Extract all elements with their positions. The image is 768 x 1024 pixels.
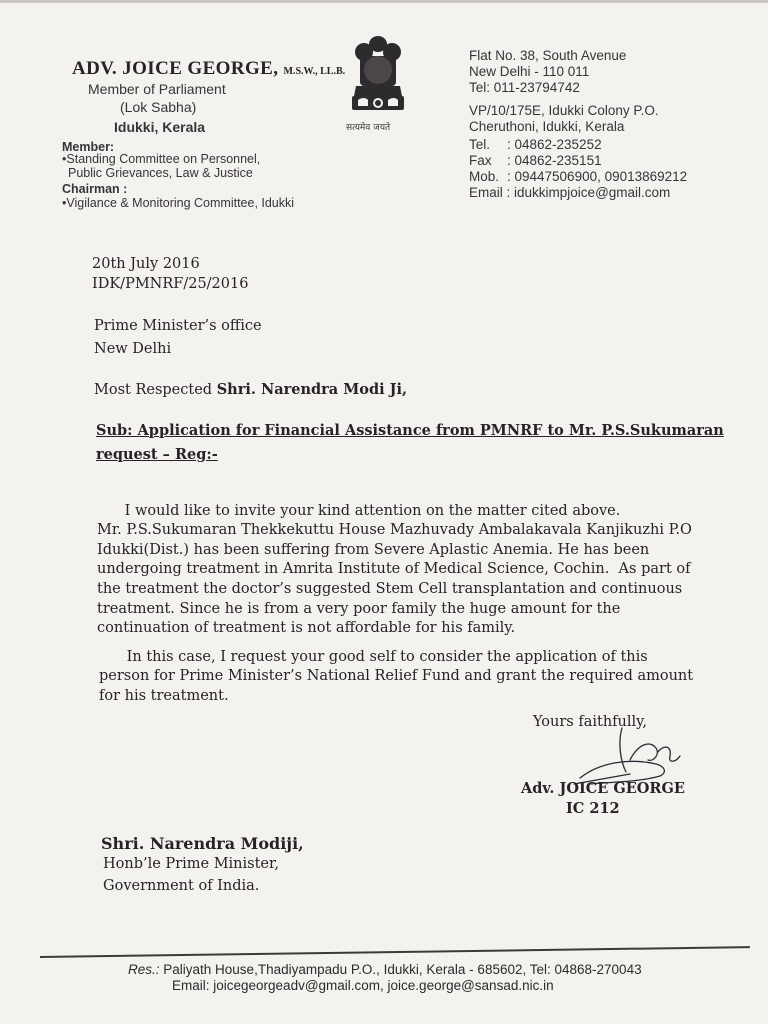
recipient-line-2: New Delhi [94,341,172,357]
letterhead-house: (Lok Sabha) [120,99,197,115]
salutation-name: Shri. Narendra Modi Ji, [216,381,408,398]
salutation [94,381,407,398]
letterhead-name-text: ADV. JOICE GEORGE, [72,58,279,79]
paragraph-line: for his treatment. [99,687,229,704]
signatory-name: Adv. JOICE GEORGE [521,780,685,797]
fax-label: Fax [469,153,492,168]
footer-email: Email: joicegeorgeadv@gmail.com, joice.george@sansad.nic.in [172,978,554,993]
salutation-prefix: Most Respected [94,382,217,398]
paragraph-line: undergoing treatment in Amrita Institute of Medical Science, Cochin. As part of [97,561,691,578]
footer-res-label: Res.: [128,962,160,977]
letterhead-degrees: M.S.W., LL.B. [283,66,346,77]
telephone-label: Tel. [469,137,491,152]
kerala-address-line-2: Cheruthoni, Idukki, Kerala [469,119,625,134]
delhi-address-line-1: Flat No. 38, South Avenue [469,48,627,63]
signature-icon [560,722,690,788]
paragraph-line: Mr. P.S.Sukumaran Thekkekuttu House Mazhuvady Ambalakavala Kanjikuzhi P.O [97,522,692,539]
body-paragraph-2 [99,628,693,726]
chairman-heading: Chairman : [62,182,128,196]
email-label: Email [469,185,503,200]
paragraph-line: person for Prime Minister’s National Relief Fund and grant the required amount [99,668,694,685]
mobile-value: : 09447506900, 09013869212 [507,169,688,184]
subject-line-1: Sub: Application for Financial Assistance from PMNRF to Mr. P.S.Sukumaran [96,422,724,439]
paragraph-line: In this case, I request your good self to consider the application of this [99,648,648,665]
fax-value: : 04862-235151 [507,153,602,168]
addressee-title: Honb’le Prime Minister, [103,856,279,872]
email-row [469,185,670,200]
kerala-address-line-1: VP/10/175E, Idukki Colony P.O. [469,103,659,118]
addressee-name: Shri. Narendra Modiji, [101,834,304,853]
letterhead-name [72,58,345,80]
letterhead-role: Member of Parliament [88,81,226,97]
recipient-line-1: Prime Minister’s office [94,318,262,334]
paragraph-line: the treatment the doctor’s suggested Stem Cell transplantation and continuous [97,580,683,597]
closing: Yours faithfully, [533,714,648,730]
telephone-row [469,137,602,152]
fax-row [469,153,602,168]
letter-date: 20th July 2016 [92,256,200,272]
telephone-value: : 04862-235252 [507,137,602,152]
paragraph-line: treatment. Since he is from a very poor family the huge amount for the [97,600,621,617]
chairman-line [62,196,294,210]
paragraph-line: continuation of treatment is not affordable for his family. [97,620,516,637]
member-line-1 [62,152,260,166]
subject-line-2: request – Reg:- [96,446,218,463]
footer-residence [128,962,642,977]
emblem-motto: सत्यमेव जयते [346,123,391,133]
bullet: • [62,196,67,210]
letterhead-constituency: Idukki, Kerala [114,119,206,135]
top-edge-line [0,0,768,3]
letter-reference: IDK/PMNRF/25/2016 [92,276,249,292]
member-line-1-text: Standing Committee on Personnel, [66,152,261,166]
mobile-label: Mob. [469,169,500,184]
addressee-organisation: Government of India. [103,878,260,894]
email-value: : idukkimpjoice@gmail.com [506,185,671,200]
paragraph-line: Idukki(Dist.) has been suffering from Severe Aplastic Anemia. He has been [97,541,650,558]
delhi-address-line-2: New Delhi - 110 011 [469,64,590,79]
chairman-line-text: Vigilance & Monitoring Committee, Idukki [66,196,295,210]
member-heading: Member: [62,140,115,154]
footer-divider [40,946,750,957]
delhi-telephone: Tel: 011-23794742 [469,80,580,95]
mobile-row [469,169,687,184]
signatory-code: IC 212 [566,800,620,817]
member-line-2: Public Grievances, Law & Justice [68,166,253,180]
paragraph-line: I would like to invite your kind attention on the matter cited above. [97,502,621,519]
bullet: • [62,152,67,166]
footer-res-address: Paliyath House,Thadiyampadu P.O., Idukki, Kerala - 685602, Tel: 04868-270043 [159,962,642,977]
